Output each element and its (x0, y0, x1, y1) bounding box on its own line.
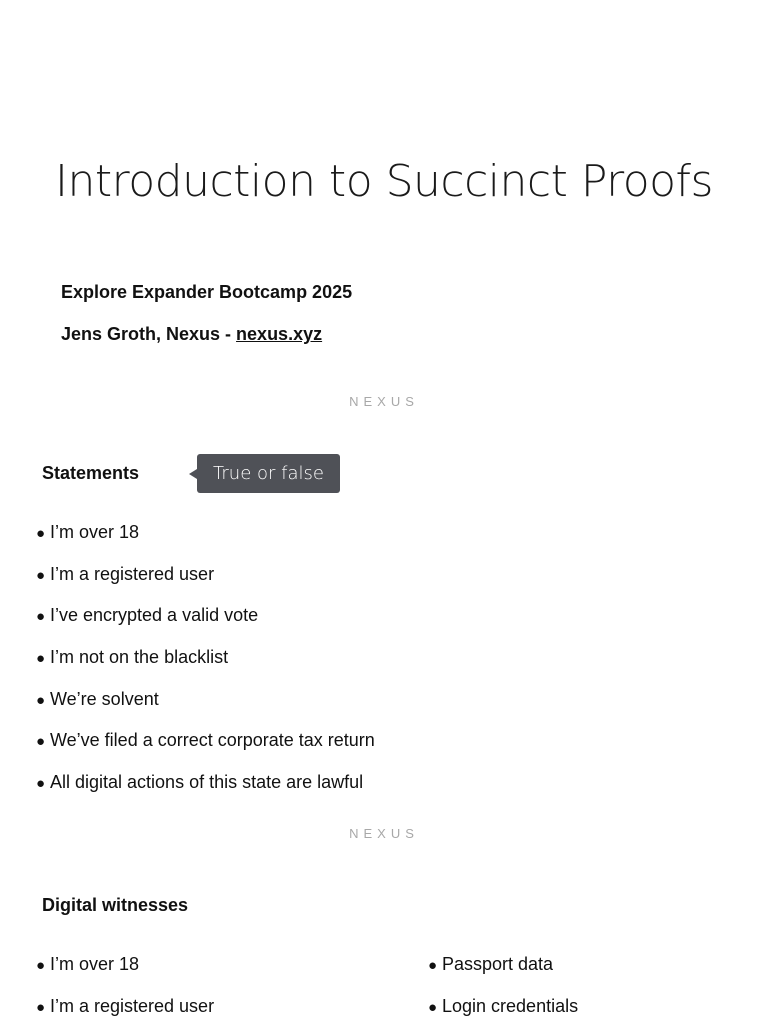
list-item: ● I’m over 18 (36, 520, 375, 562)
list-item: ● I’m a registered user (36, 994, 214, 1035)
bullet-icon: ● (428, 957, 438, 974)
digital-witnesses-heading: Digital witnesses (42, 895, 189, 915)
list-item: ● I’m not on the blacklist (36, 645, 375, 687)
bullet-icon: ● (36, 775, 46, 793)
witness-data-list (428, 952, 578, 1035)
bullet-icon: ● (428, 998, 438, 1016)
true-or-false-tooltip: True or false (197, 454, 340, 493)
bullet-icon: ● (36, 957, 46, 974)
author-line (61, 324, 322, 345)
nexus-logo: NEXUS (349, 826, 419, 841)
list-item: ● We’re solvent (36, 687, 375, 729)
list-item: ● We’ve filed a correct corporate tax return (36, 728, 375, 770)
nexus-logo: NEXUS (349, 394, 419, 409)
event-name: Explore Expander Bootcamp 2025 (61, 282, 353, 302)
bullet-icon: ● (36, 691, 46, 709)
list-item: ● Passport data (428, 952, 578, 994)
bullet-icon: ● (36, 650, 46, 668)
bullet-icon: ● (36, 608, 46, 626)
author-name: Jens Groth, Nexus - (61, 324, 237, 344)
bullet-icon: ● (36, 733, 46, 751)
bullet-icon: ● (36, 525, 46, 542)
list-item: ● I’m over 18 (36, 952, 214, 994)
list-item: ● All digital actions of this state are lawful (36, 770, 375, 812)
statements-heading: Statements (42, 463, 140, 483)
witness-statements-list (36, 952, 214, 1035)
slide-title: Introduction to Succinct Proofs (55, 156, 713, 207)
bullet-icon: ● (36, 566, 46, 584)
list-item: ● I’m a registered user (36, 562, 375, 604)
list-item: ● Login credentials (428, 994, 578, 1035)
bullet-icon: ● (36, 998, 46, 1016)
statements-list (36, 520, 375, 812)
list-item: ● I’ve encrypted a valid vote (36, 603, 375, 645)
nexus-link[interactable]: nexus.xyz (236, 324, 323, 344)
